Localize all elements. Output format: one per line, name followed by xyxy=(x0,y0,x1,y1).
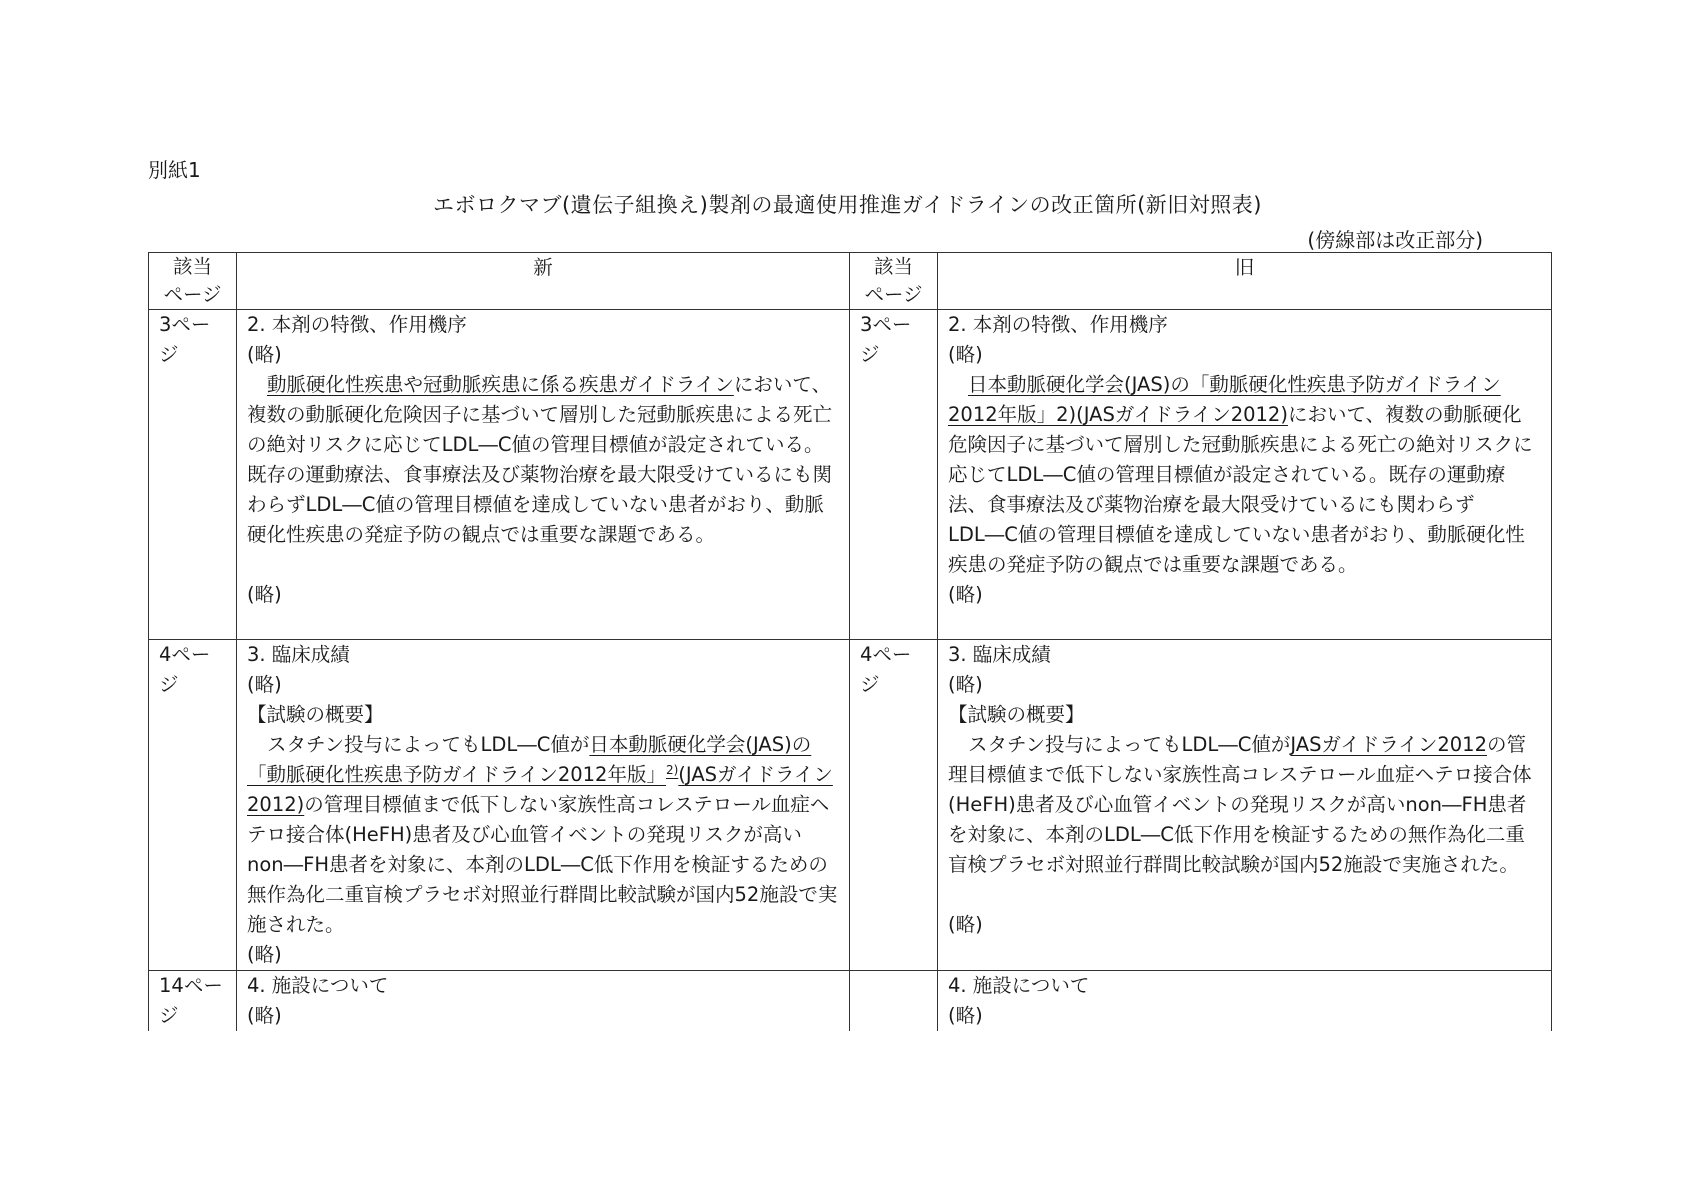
subheading: 【試験の概要】 xyxy=(247,703,384,726)
revised-text: 日本動脈硬化学会(JAS)の「動脈硬化性疾患予防ガイドライン2012年版」 xyxy=(247,733,812,786)
header-old: 旧 xyxy=(938,253,1552,310)
table-row xyxy=(149,971,1552,1032)
header-new: 新 xyxy=(237,253,850,310)
page-ref-new: 14ページ xyxy=(149,971,237,1032)
revised-text: (JASガイドライン2012) xyxy=(247,763,833,816)
omitted-marker: (略) xyxy=(247,943,282,966)
omitted-marker: (略) xyxy=(948,1004,983,1027)
omitted-marker: (略) xyxy=(247,673,282,696)
header-row xyxy=(149,253,1552,310)
page-ref-old xyxy=(850,971,938,1032)
section-heading: 3. 臨床成績 xyxy=(948,643,1051,666)
omitted-marker: (略) xyxy=(948,343,983,366)
omitted-marker: (略) xyxy=(247,1004,282,1027)
annex-label: 別紙1 xyxy=(148,158,201,182)
page-ref-old: 3ページ xyxy=(850,310,938,640)
underline-note: (傍線部は改正部分) xyxy=(1307,228,1483,252)
paragraph: 日本動脈硬化学会(JAS)の「動脈硬化性疾患予防ガイドライン2012年版」2)(JASガイドライン2012)において、複数の動脈硬化危険因子に基づいて層別した冠動脈疾患による死亡の絶対リスクに応じてLDL―C値の管理目標値が設定されている。既存の運動療法、食事療法及び薬物治療を最大限受けているにも関わらずLDL―C値の管理目標値を達成していない患者がおり、動脈硬化性疾患の発症予防の観点では重要な課題である。 xyxy=(948,373,1533,576)
section-heading: 3. 臨床成績 xyxy=(247,643,350,666)
table-row xyxy=(149,640,1552,971)
header-page-old: 該当 ページ xyxy=(850,253,938,310)
comparison-table xyxy=(148,252,1552,1031)
revised-text: JASガイドライン2012 xyxy=(1290,733,1487,756)
omitted-marker: (略) xyxy=(948,583,983,606)
new-text-cell xyxy=(237,310,850,640)
section-heading: 4. 施設について xyxy=(948,974,1090,997)
new-text-cell xyxy=(237,640,850,971)
header-page-new: 該当 ページ xyxy=(149,253,237,310)
page-ref-new: 3ページ xyxy=(149,310,237,640)
section-heading: 4. 施設について xyxy=(247,974,389,997)
omitted-marker: (略) xyxy=(948,913,983,936)
paragraph: スタチン投与によってもLDL―C値が日本動脈硬化学会(JAS)の「動脈硬化性疾患予防ガイドライン2012年版」$^{2)}$(JASガイドライン2012)の管理目標値まで低下しない家族性高コレステロール血症ヘテロ接合体(HeFH)患者及び心血管イベントの発現リスクが高いnon―FH患者を対象に、本剤のLDL―C低下作用を検証するための無作為化二重盲検プラセボ対照並行群間比較試験が国内52施設で実施された。 xyxy=(247,733,838,936)
new-text-cell xyxy=(237,971,850,1032)
omitted-marker: (略) xyxy=(948,673,983,696)
section-heading: 2. 本剤の特徴、作用機序 xyxy=(948,313,1168,336)
document-title: エボロクマブ(遺伝子組換え)製剤の最適使用推進ガイドラインの改正箇所(新旧対照表) xyxy=(432,193,1262,217)
table-row xyxy=(149,310,1552,640)
page-ref-old: 4ページ xyxy=(850,640,938,971)
page-ref-new: 4ページ xyxy=(149,640,237,971)
old-text-cell xyxy=(938,310,1552,640)
paragraph: 動脈硬化性疾患や冠動脈疾患に係る疾患ガイドラインにおいて、複数の動脈硬化危険因子に基づいて層別した冠動脈疾患による死亡の絶対リスクに応じてLDL―C値の管理目標値が設定されている。既存の運動療法、食事療法及び薬物治療を最大限受けているにも関わらずLDL―C値の管理目標値を達成していない患者がおり、動脈硬化性疾患の発症予防の観点では重要な課題である。 xyxy=(247,373,833,546)
revised-text: 日本動脈硬化学会(JAS)の「動脈硬化性疾患予防ガイドライン2012年版」2)(JASガイドライン2012) xyxy=(948,373,1501,426)
revised-text: 動脈硬化性疾患や冠動脈疾患に係る疾患ガイドライン xyxy=(267,373,734,396)
old-text-cell xyxy=(938,640,1552,971)
paragraph: スタチン投与によってもLDL―C値がJASガイドライン2012の管理目標値まで低下しない家族性高コレステロール血症ヘテロ接合体(HeFH)患者及び心血管イベントの発現リスクが高いnon―FH患者を対象に、本剤のLDL―C低下作用を検証するための無作為化二重盲検プラセボ対照並行群間比較試験が国内52施設で実施された。 xyxy=(948,733,1532,876)
subheading: 【試験の概要】 xyxy=(948,703,1085,726)
omitted-marker: (略) xyxy=(247,343,282,366)
section-heading: 2. 本剤の特徴、作用機序 xyxy=(247,313,467,336)
reference-superscript: 2) xyxy=(665,763,679,777)
old-text-cell xyxy=(938,971,1552,1032)
omitted-marker: (略) xyxy=(247,583,282,606)
